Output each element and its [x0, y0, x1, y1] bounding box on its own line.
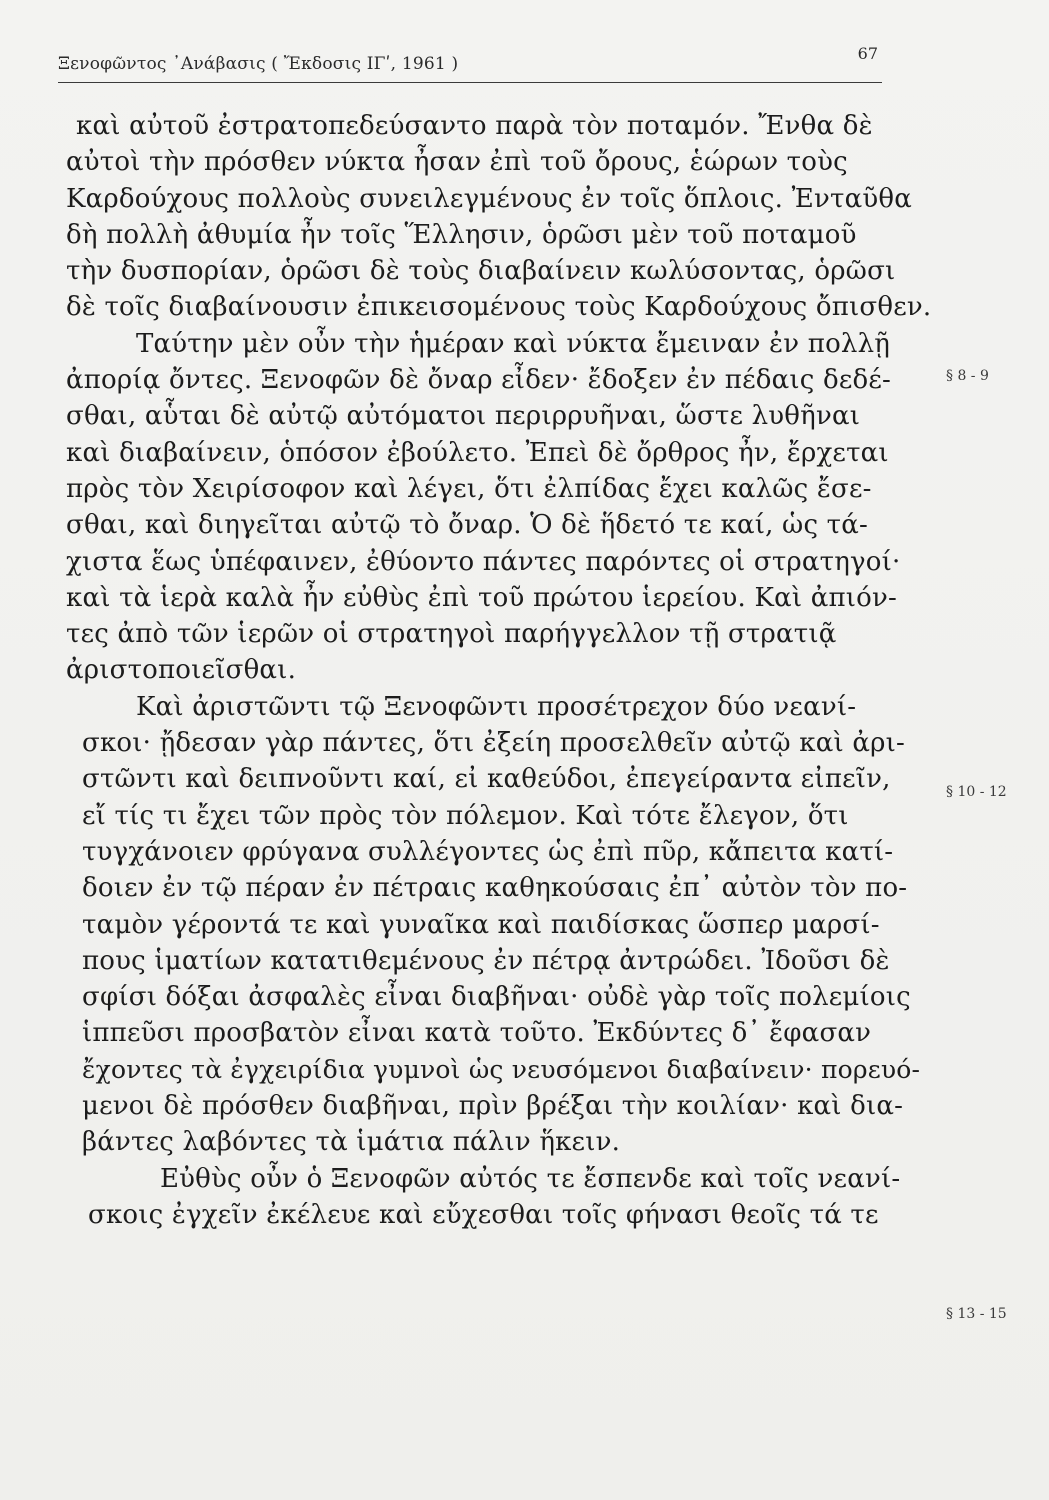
- text-line: δὲ τοῖς διαβαίνουσιν ἐπικεισομένους τοὺς Καρδούχους ὄπισθεν.: [66, 292, 932, 323]
- text-line: σκοι· ᾔδεσαν γὰρ πάντες, ὅτι ἐξείη προσελθεῖν αὐτῷ καὶ ἀρι-: [82, 728, 905, 759]
- text-line: Εὐθὺς οὖν ὁ Ξενοφῶν αὐτός τε ἔσπενδε καὶ τοῖς νεανί-: [160, 1163, 901, 1194]
- text-line: πρὸς τὸν Χειρίσοφον καὶ λέγει, ὅτι ἐλπίδας ἔχει καλῶς ἔσε-: [66, 473, 872, 504]
- text-line: σκοις ἐγχεῖν ἐκέλευε καὶ εὔχεσθαι τοῖς φήνασι θεοῖς τά τε: [88, 1199, 879, 1230]
- text-line: αὐτοὶ τὴν πρόσθεν νύκτα ἦσαν ἐπὶ τοῦ ὄρους, ἑώρων τοὺς: [66, 147, 848, 178]
- text-line: σφίσι δόξαι ἀσφαλὲς εἶναι διαβῆναι· οὐδὲ γὰρ τοῖς πολεμίοις: [82, 982, 911, 1013]
- text-line: πους ἱματίων κατατιθεμένους ἐν πέτρᾳ ἀντρώδει. Ἰδοῦσι δὲ: [82, 945, 890, 976]
- text-line: Ταύτην μὲν οὖν τὴν ἡμέραν καὶ νύκτα ἔμειναν ἐν πολλῇ: [136, 328, 891, 359]
- header-rule: [58, 82, 882, 83]
- text-line: τὴν δυσπορίαν, ὁρῶσι δὲ τοὺς διαβαίνειν κωλύσοντας, ὁρῶσι: [66, 256, 896, 287]
- text-line: ἔχοντες τὰ ἐγχειρίδια γυμνοὶ ὡς νευσόμενοι διαβαίνειν· πορευό-: [82, 1054, 921, 1084]
- text-line: τυγχάνοιεν φρύγανα συλλέγοντες ὡς ἐπὶ πῦρ, κἄπειτα κατί-: [82, 836, 894, 867]
- text-line: στῶντι καὶ δειπνοῦντι καί, εἰ καθεύδοι, ἐπεγείραντα εἰπεῖν,: [82, 764, 891, 795]
- margin-section-note: § 8 - 9: [946, 368, 989, 384]
- text-line: σθαι, αὗται δὲ αὐτῷ αὐτόματοι περιρρυῆναι, ὥστε λυθῆναι: [66, 401, 861, 432]
- text-line: ταμὸν γέροντά τε καὶ γυναῖκα καὶ παιδίσκας ὥσπερ μαρσί-: [82, 909, 880, 940]
- text-line: καὶ τὰ ἱερὰ καλὰ ἦν εὐθὺς ἐπὶ τοῦ πρώτου ἱερείου. Καὶ ἀπιόν-: [66, 582, 897, 613]
- margin-section-note: § 13 - 15: [946, 1306, 1007, 1322]
- page-number: 67: [857, 44, 878, 63]
- text-line: ἱππεῦσι προσβατὸν εἶναι κατὰ τοῦτο. Ἐκδύντες δ᾿ ἔφασαν: [82, 1018, 872, 1049]
- text-line: μενοι δὲ πρόσθεν διαβῆναι, πρὶν βρέξαι τὴν κοιλίαν· καὶ δια-: [82, 1091, 904, 1122]
- text-line: εἴ τίς τι ἔχει τῶν πρὸς τὸν πόλεμον. Καὶ τότε ἔλεγον, ὅτι: [82, 800, 849, 831]
- text-line: δὴ πολλὴ ἀθυμία ἦν τοῖς Ἕλλησιν, ὁρῶσι μὲν τοῦ ποταμοῦ: [66, 219, 857, 250]
- text-line: χιστα ἕως ὑπέφαινεν, ἐθύοντο πάντες παρόντες οἱ στρατηγοί·: [66, 546, 901, 577]
- text-line: καὶ αὐτοῦ ἐστρατοπεδεύσαντο παρὰ τὸν ποταμόν. Ἔνθα δὲ: [76, 111, 873, 141]
- text-line: βάντες λαβόντες τὰ ἱμάτια πάλιν ἥκειν.: [82, 1127, 621, 1158]
- running-title: Ξενοφῶντος ᾿Ανάβασις ( Ἔκδοσις ΙΓʹ, 1961 ): [58, 54, 459, 74]
- page-header: [58, 44, 882, 90]
- text-line: τες ἀπὸ τῶν ἱερῶν οἱ στρατηγοὶ παρήγγελλον τῇ στρατιᾷ: [66, 619, 837, 650]
- text-line: δοιεν ἐν τῷ πέραν ἐν πέτραις καθηκούσαις ἐπ᾿ αὐτὸν τὸν πο-: [82, 873, 908, 904]
- text-line: Καὶ ἀριστῶντι τῷ Ξενοφῶντι προσέτρεχον δύο νεανί-: [136, 691, 857, 722]
- text-line: Καρδούχους πολλοὺς συνειλεγμένους ἐν τοῖς ὅπλοις. Ἐνταῦθα: [66, 183, 912, 214]
- text-line: ἀριστοποιεῖσθαι.: [66, 655, 297, 686]
- text-line: ἀπορίᾳ ὄντες. Ξενοφῶν δὲ ὄναρ εἶδεν· ἔδοξεν ἐν πέδαις δεδέ-: [66, 365, 892, 396]
- text-line: σθαι, καὶ διηγεῖται αὐτῷ τὸ ὄναρ. Ὁ δὲ ἥδετό τε καί, ὡς τά-: [66, 510, 869, 541]
- text-line: καὶ διαβαίνειν, ὁπόσον ἐβούλετο. Ἐπεὶ δὲ ὄρθρος ἦν, ἔρχεται: [66, 437, 889, 468]
- margin-section-note: § 10 - 12: [946, 784, 1007, 800]
- greek-text-body: [62, 108, 932, 1233]
